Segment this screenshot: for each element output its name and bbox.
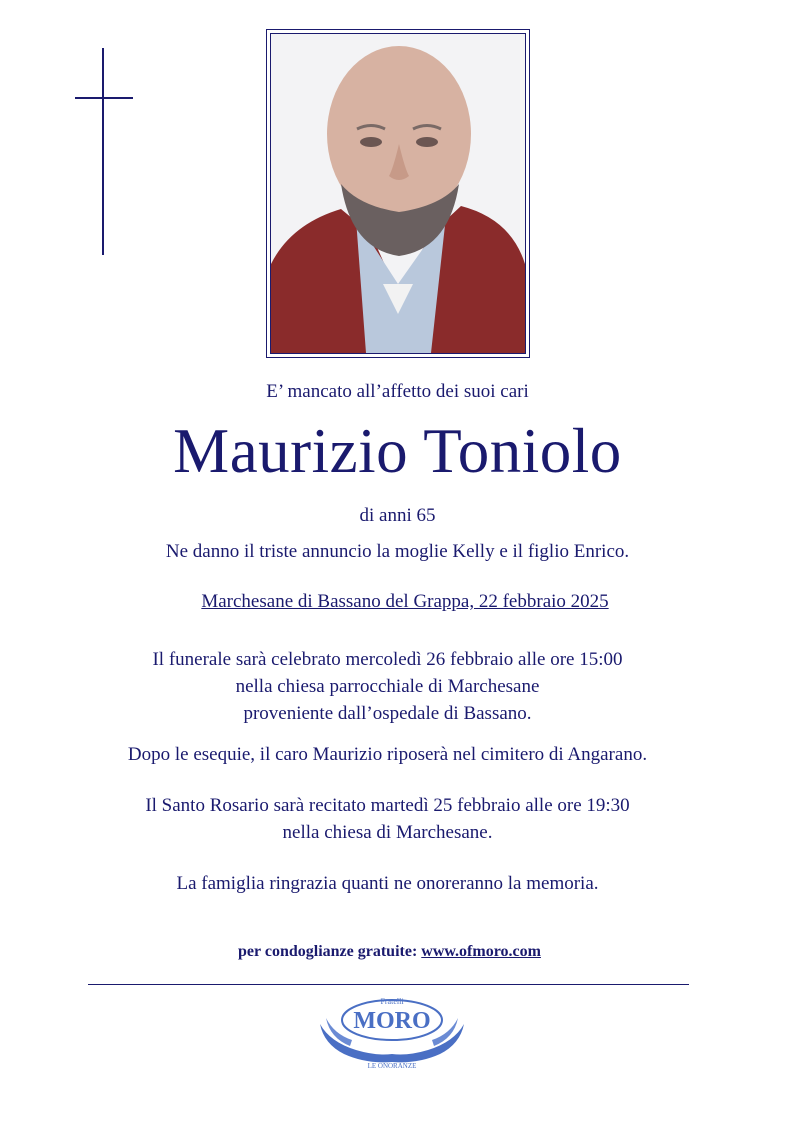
condolences-link[interactable]: www.ofmoro.com (421, 943, 541, 960)
condolences-line (0, 943, 787, 961)
logo-top-text: Fratelli (380, 997, 404, 1006)
funeral-line-1: Il funerale sarà celebrato mercoledì 26 febbraio alle ore 15:00 (152, 649, 623, 670)
logo-bottom-text: LE ONORANZE (367, 1062, 417, 1070)
funeral-line-2: nella chiesa parrocchiale di Marchesane (235, 676, 540, 697)
place-date-text: Marchesane di Bassano del Grappa, 22 febbraio 2025 (201, 591, 609, 612)
age-text: di anni 65 (359, 505, 436, 526)
condolences-label: per condoglianze gratuite: (238, 943, 418, 960)
rosary-line-2: nella chiesa di Marchesane. (282, 822, 493, 843)
deceased-name: Maurizio Toniolo (173, 416, 622, 486)
portrait-photo (270, 33, 526, 354)
moro-logo (316, 994, 468, 1072)
burial-text: Dopo le esequie, il caro Maurizio riposerà nel cimitero di Angarano. (127, 744, 648, 765)
cross-horizontal (75, 97, 133, 99)
funeral-line-3: proveniente dall’ospedale di Bassano. (243, 703, 532, 724)
divider-line (88, 984, 689, 985)
portrait-frame (266, 29, 530, 358)
cross-vertical (102, 48, 104, 255)
rosary-line-1: Il Santo Rosario sarà recitato martedì 25 febbraio alle ore 19:30 (145, 795, 630, 816)
announcement-text: Ne danno il triste annuncio la moglie Kelly e il figlio Enrico. (165, 541, 630, 562)
thanks-text: La famiglia ringrazia quanti ne onoreranno la memoria. (176, 873, 599, 894)
logo-main-text: MORO (353, 1008, 431, 1034)
place-date (0, 591, 795, 613)
intro-text: E’ mancato all’affetto dei suoi cari (266, 381, 529, 402)
